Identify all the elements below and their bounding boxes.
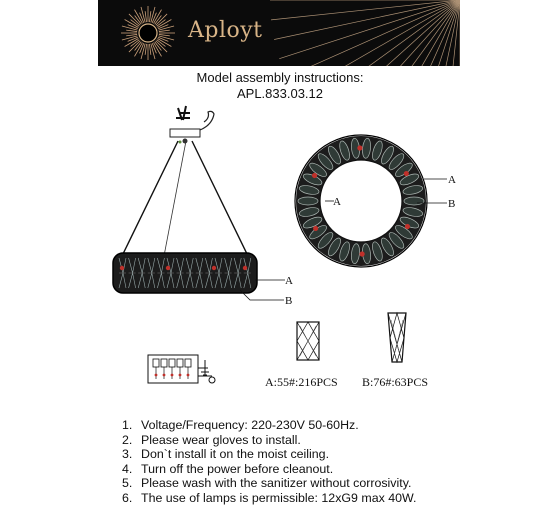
assembly-drawing [0, 100, 560, 400]
model-number: APL.833.03.12 [236, 86, 324, 101]
instruction-number: 4. [122, 461, 133, 476]
brand-name: Aployt [188, 18, 263, 43]
brand-banner [98, 0, 460, 66]
crystal-b-detail [388, 313, 406, 362]
crystal-a-detail [297, 322, 319, 360]
crystal-ring-side [113, 253, 257, 293]
ceiling-canopy [170, 106, 214, 144]
instruction-item [122, 447, 416, 462]
instruction-number: 5. [122, 476, 133, 491]
banner-art [98, 0, 460, 66]
power-cable [164, 141, 186, 256]
instruction-text: Don`t install it on the moist ceiling. [141, 447, 330, 462]
label-b-top: B [448, 198, 456, 210]
pendant-side-view [113, 106, 293, 307]
instruction-text: The use of lamps is permissible: 12xG9 max 40W. [141, 490, 417, 505]
instruction-text: Please wear gloves to install. [141, 432, 301, 447]
corner-rays-decoration [270, 0, 460, 66]
instruction-text: Please wash with the sanitizer without corrosivity. [141, 476, 412, 491]
instruction-number: 3. [122, 447, 133, 462]
instruction-text: Voltage/Frequency: 220-230V 50-60Hz. [141, 418, 359, 432]
ring-top-view [295, 135, 456, 267]
instruction-text: Turn off the power before cleanout. [141, 461, 334, 476]
instruction-number: 1. [122, 418, 133, 432]
title-line: Model assembly instructions: [196, 70, 364, 85]
instruction-item [122, 462, 416, 477]
crystal-a-label: A:55#:216PCS [265, 375, 338, 389]
sun-logo-center [139, 24, 157, 42]
label-a: A [285, 275, 293, 287]
instruction-item [122, 433, 416, 448]
instructions-list [122, 418, 416, 506]
instruction-item [122, 418, 416, 433]
label-a-top: A [333, 196, 341, 208]
label-b: B [285, 295, 293, 307]
instruction-item [122, 491, 416, 506]
instruction-number: 2. [122, 432, 133, 447]
suspension-cable [192, 141, 248, 256]
instruction-number: 6. [122, 490, 133, 505]
wiring-terminal-block-icon [148, 355, 215, 383]
suspension-cable [122, 141, 178, 256]
instruction-item [122, 476, 416, 491]
label-a-outer: A [448, 174, 456, 186]
document-title [0, 70, 560, 102]
crystal-b-label: B:76#:63PCS [362, 375, 429, 389]
